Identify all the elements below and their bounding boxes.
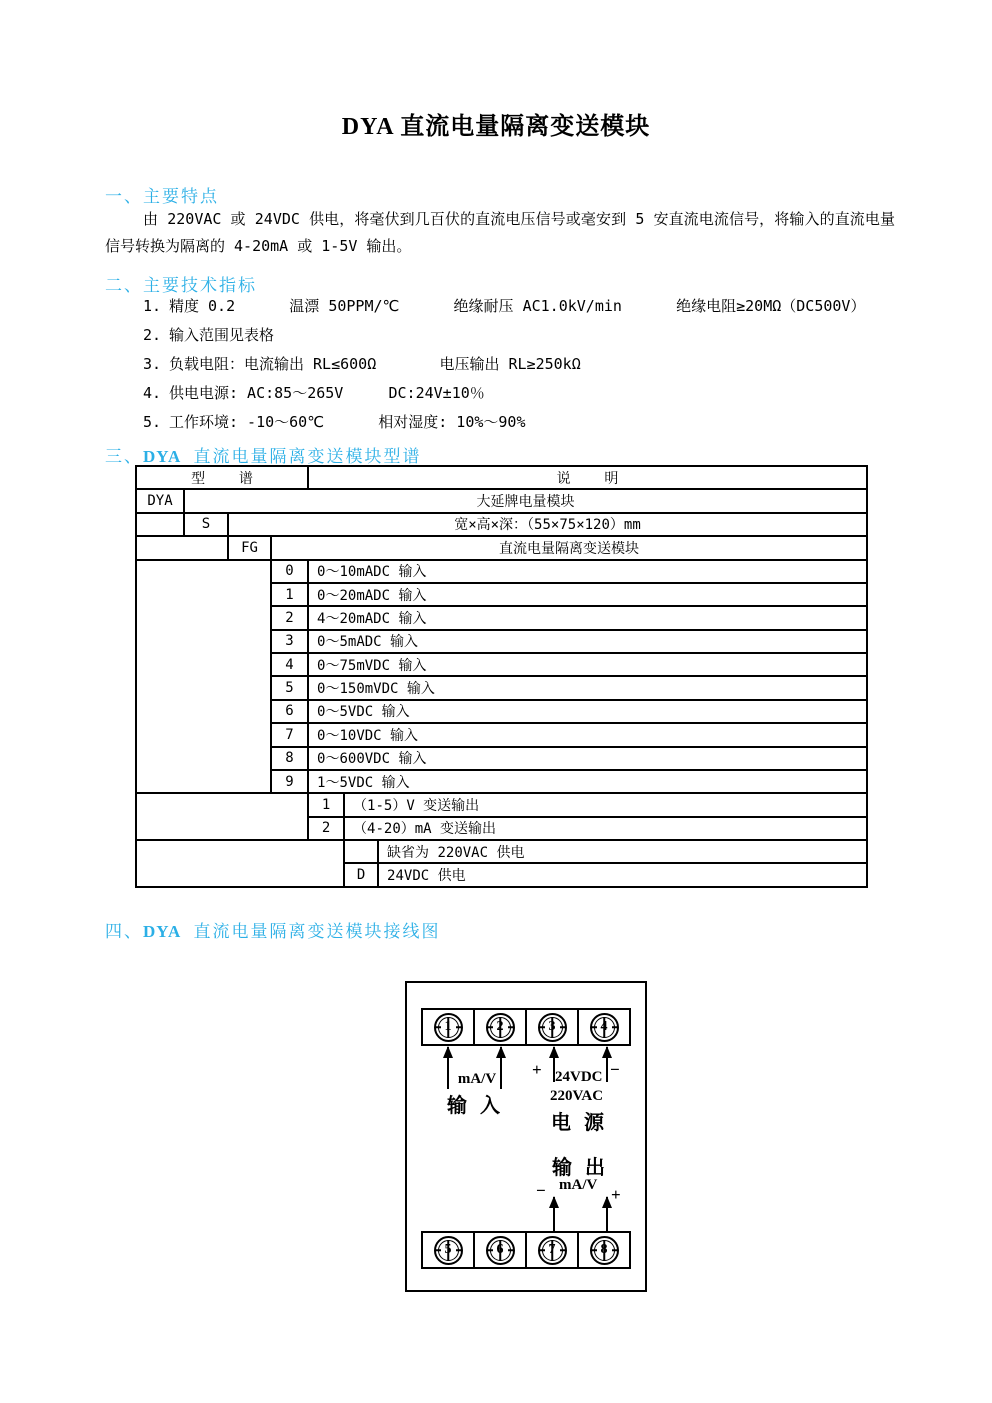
code-cell: 6 [271,700,308,723]
code-cell: 2 [308,817,344,840]
screw-terminal-icon [486,1236,515,1265]
terminal-7 [527,1233,579,1267]
section-heading-features: 一、主要特点 [105,187,219,207]
spec-number: 1. [143,297,162,315]
terminal-4 [579,1010,629,1044]
terminal-strip-top [421,1008,631,1046]
terminal-strip-bottom [421,1231,631,1269]
spec-text: 工作环境: -10～60℃ 相对湿度: 10%～90% [169,413,526,431]
spec-item [143,414,903,431]
table-row [136,840,867,863]
screw-terminal-icon [486,1013,515,1042]
power-dc-label: 24VDC [555,1069,603,1085]
desc-cell: （4-20）mA 变送输出 [344,817,867,840]
code-cell: 0 [271,560,308,583]
terminal-8 [579,1233,629,1267]
terminal-1 [423,1010,475,1044]
desc-cell: 24VDC 供电 [378,863,867,887]
spec-text: 精度 0.2 温漂 50PPM/℃ 绝缘耐压 AC1.0kV/min 绝缘电阻≥20MΩ（DC500V） [169,297,866,315]
terminal-number: 2 [496,1019,504,1034]
terminal-number: 6 [496,1242,504,1257]
header-desc-col: 说 明 [308,466,867,489]
input-signal-label: mA/V [457,1071,497,1087]
section-heading-wiring [105,917,441,942]
terminal-number: 8 [600,1242,608,1257]
desc-cell: 缺省为 220VAC 供电 [378,840,867,863]
code-cell: 5 [271,676,308,699]
screw-terminal-icon [434,1236,463,1265]
table-row [136,536,867,559]
code-cell: 1 [308,793,344,816]
code-cell: 4 [271,653,308,676]
terminal-number: 7 [548,1242,556,1257]
terminal-number: 4 [600,1019,608,1034]
output-word-label: 输 出 [552,1157,609,1179]
table-row [136,489,867,512]
screw-terminal-icon [434,1013,463,1042]
input-word-label: 输 入 [447,1095,504,1117]
desc-cell: 4～20mADC 输入 [308,606,867,629]
minus-sign-top: − [610,1060,620,1079]
empty-cell [136,513,184,536]
heading-rest: 直流电量隔离变送模块接线图 [181,922,441,942]
model-spectrum-table [135,465,868,888]
table-row [136,793,867,816]
table-row [136,560,867,583]
terminal-5 [423,1233,475,1267]
code-cell: 8 [271,747,308,770]
terminal-2 [475,1010,527,1044]
empty-cell [136,536,228,559]
desc-cell: （1-5）V 变送输出 [344,793,867,816]
terminal-3 [527,1010,579,1044]
header-model-col: 型 谱 [136,466,308,489]
terminal-number: 5 [444,1242,452,1257]
terminal-number: 1 [444,1019,452,1034]
power-word-label: 电 源 [551,1112,608,1134]
heading-brand: DYA [143,447,182,466]
code-cell: FG [228,536,271,559]
section-heading-specs: 二、主要技术指标 [105,276,257,296]
desc-cell: 0～10mADC 输入 [308,560,867,583]
desc-cell: 0～10VDC 输入 [308,723,867,746]
spec-number: 2. [143,326,162,344]
terminal-number: 3 [548,1019,556,1034]
wiring-diagram [405,981,647,1292]
spec-item [143,356,903,373]
page-title: DYA 直流电量隔离变送模块 [341,114,651,140]
screw-terminal-icon [538,1013,567,1042]
desc-cell: 宽×高×深：（55×75×120）mm [228,513,867,536]
code-cell: D [344,863,378,887]
heading-brand: DYA [143,922,182,941]
desc-cell: 0～5VDC 输入 [308,700,867,723]
heading-prefix: 四、 [105,922,143,942]
code-cell: DYA [136,489,184,512]
terminal-6 [475,1233,527,1267]
desc-cell: 大延牌电量模块 [184,489,867,512]
desc-cell: 0～20mADC 输入 [308,583,867,606]
table-header-row [136,466,867,489]
code-cell: 3 [271,630,308,653]
desc-cell: 0～600VDC 输入 [308,747,867,770]
code-cell: 7 [271,723,308,746]
spec-list [143,298,903,443]
code-cell: S [184,513,228,536]
empty-cell [136,793,308,840]
screw-terminal-icon [538,1236,567,1265]
empty-cell [136,560,271,794]
spec-item [143,327,903,344]
code-cell [344,840,378,863]
table-row [136,513,867,536]
desc-cell: 直流电量隔离变送模块 [271,536,867,559]
output-signal-label: mA/V [559,1177,598,1193]
code-cell: 1 [271,583,308,606]
screw-terminal-icon [590,1236,619,1265]
power-arrow-terminal-4 [606,1047,608,1082]
plus-sign-bottom: + [611,1185,621,1204]
heading-prefix: 三、 [105,447,143,467]
output-arrow-terminal-7 [553,1197,555,1231]
power-ac-label: 220VAC [550,1088,604,1104]
heading-rest: 直流电量隔离变送模块型谱 [181,447,422,467]
minus-sign-bottom: − [536,1181,546,1200]
spec-text: 负载电阻：电流输出 RL≤600Ω 电压输出 RL≥250kΩ [169,355,581,373]
code-cell: 2 [271,606,308,629]
spec-text: 供电电源: AC:85～265V DC:24V±10％ [169,384,485,402]
spec-text: 输入范围见表格 [169,326,275,344]
spec-number: 5. [143,413,162,431]
section-heading-model-table [105,442,422,467]
desc-cell: 1～5VDC 输入 [308,770,867,793]
features-paragraph: 由 220VAC 或 24VDC 供电，将毫伏到几百伏的直流电压信号或毫安到 5 安直流电流信号，将输入的直流电量信号转换为隔离的 4-20mA 或 1-5V 输出。 [105,210,895,255]
desc-cell: 0～150mVDC 输入 [308,676,867,699]
spec-number: 3. [143,355,162,373]
output-arrow-terminal-8 [606,1197,608,1231]
empty-cell [136,840,344,887]
spec-item [143,298,903,315]
spec-item [143,385,903,402]
screw-terminal-icon [590,1013,619,1042]
desc-cell: 0～5mADC 输入 [308,630,867,653]
plus-sign-top: + [532,1060,542,1079]
spec-number: 4. [143,384,162,402]
desc-cell: 0～75mVDC 输入 [308,653,867,676]
code-cell: 9 [271,770,308,793]
